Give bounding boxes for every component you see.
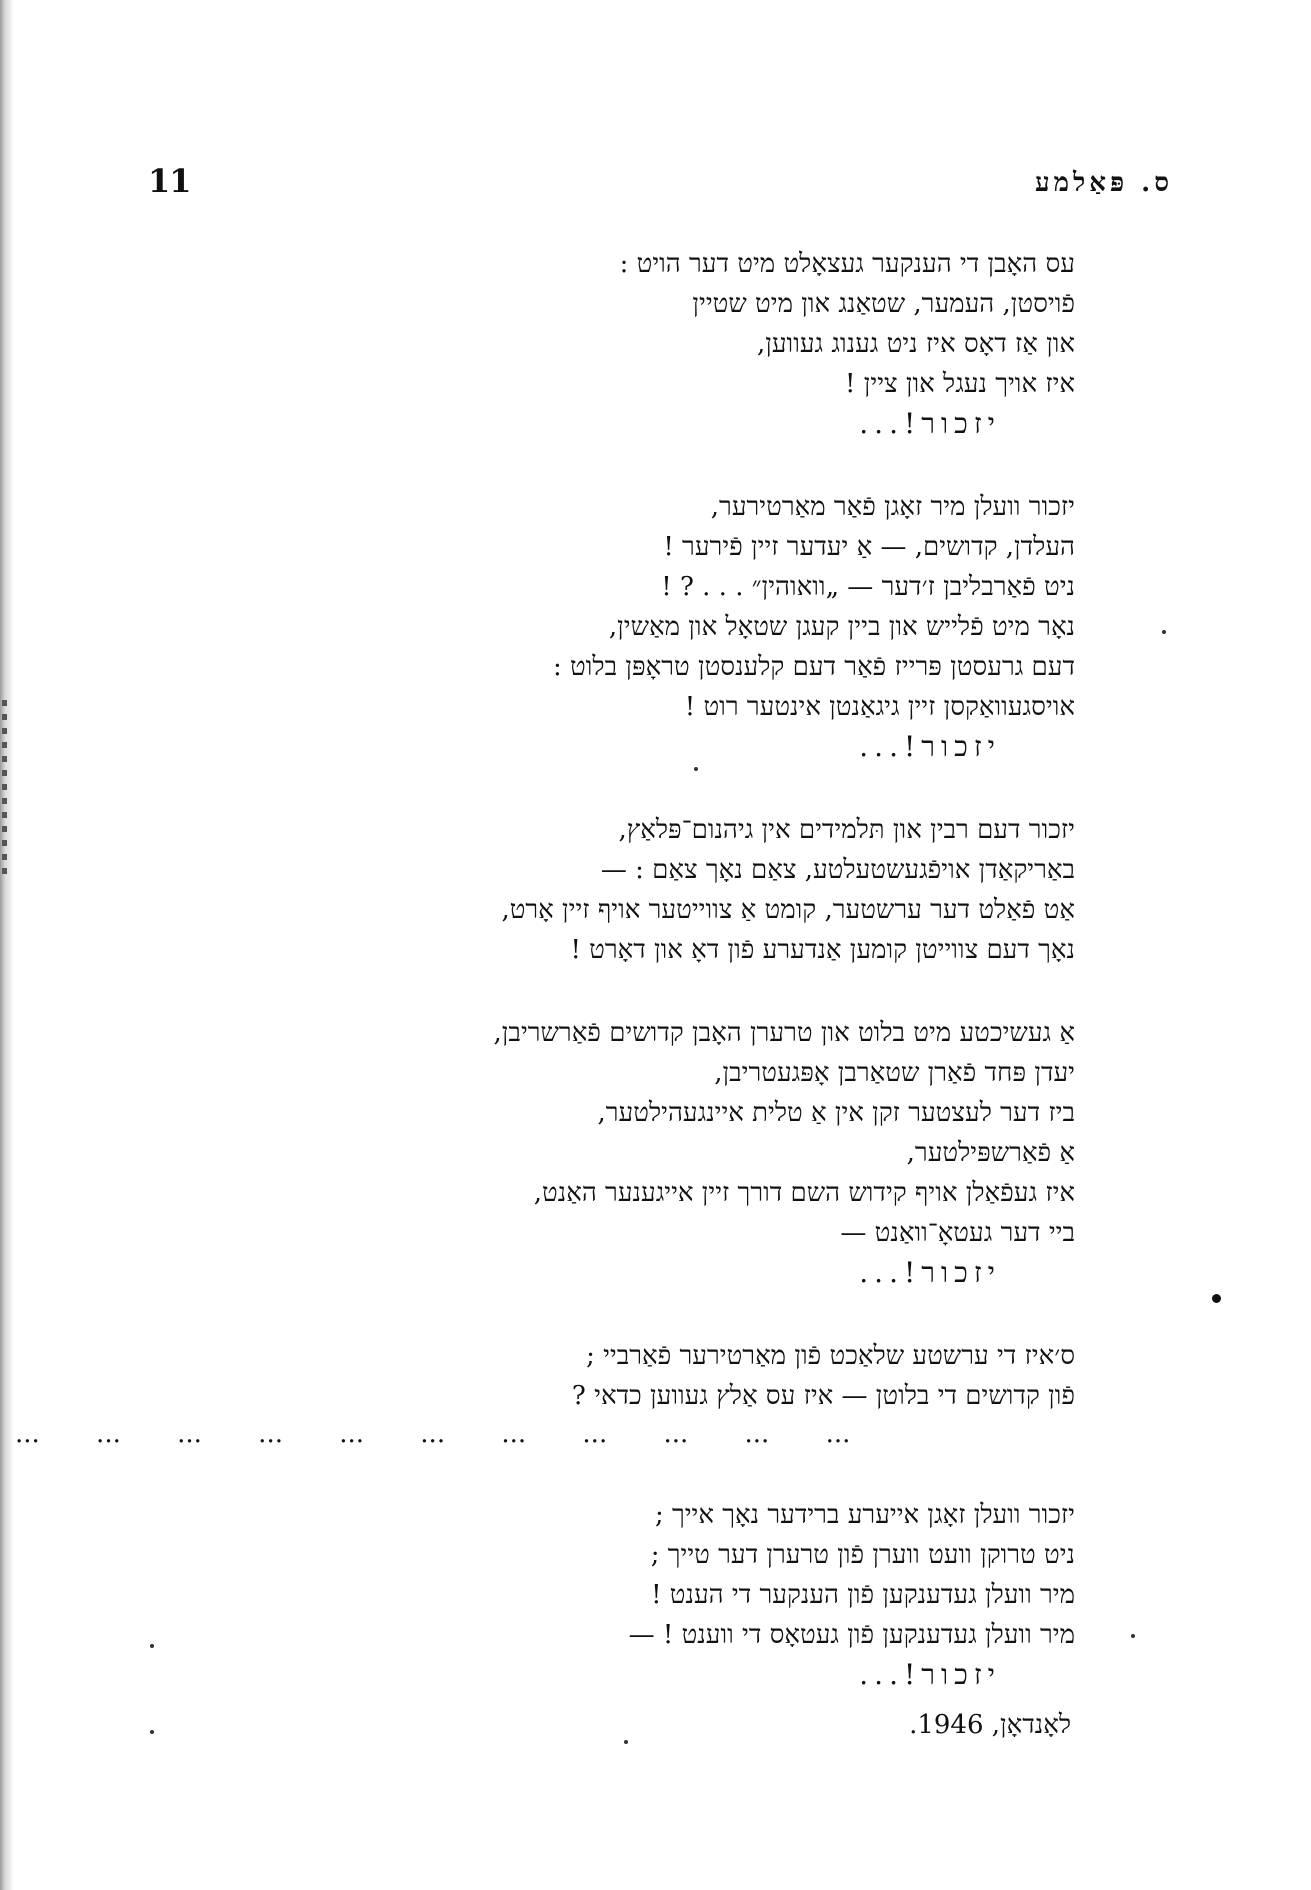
ink-speck <box>150 1644 154 1648</box>
ink-speck <box>150 1730 154 1734</box>
stanza-3 <box>135 810 1075 970</box>
poem-line: יזכור דעם רבין און תּלמידים אין גיהנום־פּלאַץ, <box>618 815 1075 845</box>
poem-line: איז געפֿאַלן אויף קידוש השם דורך זיין אייגענער האַנט, <box>533 1178 1075 1208</box>
poem-body <box>15 244 1075 1738</box>
poem-line: באַריקאַדן אויפֿגעשטעלטע, צאַם נאָך צאַם : — <box>600 855 1075 885</box>
stanza-1 <box>135 244 1075 444</box>
poem-line: נאָר מיט פֿלייש און ביין קעגן שטאָל און מאַשין, <box>608 612 1075 642</box>
ink-speck <box>624 1740 628 1744</box>
poem-line: און אַז דאָס איז ניט גענוג געווען, <box>756 329 1075 359</box>
ink-speck <box>694 767 698 771</box>
poem-line: איז אויך נעגל און ציין ! <box>845 369 1075 399</box>
ink-speck <box>1162 630 1166 634</box>
poem-line: אַט פֿאַלט דער ערשטער, קומט אַ צווייטער אויף זיין אָרט, <box>501 895 1075 925</box>
poem-line: יעדן פּחד פֿאַרן שטאַרבן אָפּגעטריבן, <box>714 1058 1075 1088</box>
poem-line: אַ געשיכטע מיט בלוט און טרערן האָבן קדושים פֿאַרשריבן, <box>493 1018 1075 1048</box>
poem-line: אַ פֿאַרשפּילטער, <box>906 1138 1075 1168</box>
stanza-6 <box>135 1495 1075 1695</box>
poem-line: אויסגעוואַקסן זיין גיגאַנטן אינטער רוט ! <box>684 692 1075 722</box>
poem-line: דעם גרעסטן פּרייז פֿאַר דעם קלענסטן טראָפּן בלוט : <box>553 652 1075 682</box>
poem-line: פֿון קדושים די בלוטן — איז עס אַלץ געווען כדאי ? <box>571 1381 1075 1411</box>
stanza-2 <box>135 487 1075 767</box>
stanza-4 <box>135 1013 1075 1293</box>
binding-marks <box>2 700 7 880</box>
poem-line: עס האָבן די הענקער געצאָלט מיט דער הויט : <box>619 249 1075 279</box>
poem-line: ניט פֿאַרבליבן ז׳דער — „וואוהין״ . . . ? ! <box>661 572 1075 602</box>
poem-line: העלדן, קדושים, — אַ יעדער זיין פֿירער ! <box>663 532 1075 562</box>
poem-line: ביז דער לעצטער זקן אין אַ טלית איינגעהילטער, <box>597 1098 1075 1128</box>
refrain-yizkor: יזכור!... <box>859 1256 1001 1289</box>
poem-line: מיר וועלן געדענקען פֿון געטאָס די ווענט ! — <box>628 1620 1075 1650</box>
poem-line: נאָך דעם צווייטן קומען אַנדערע פֿון דאָ און דאָרט ! <box>570 935 1075 965</box>
poem-line: יזכור וועלן זאָגן אייערע ברידער נאָך אייך ; <box>654 1500 1075 1530</box>
ellipsis-row: ... ... ... ... ... ... ... ... ... ... ... <box>15 1419 851 1449</box>
poem-line: פֿויסטן, העמער, שטאַנג און מיט שטיין <box>692 289 1075 319</box>
poem-line: יזכור וועלן מיר זאָגן פֿאַר מאַרטירער, <box>710 492 1075 522</box>
stanza-5 <box>15 1336 1075 1452</box>
refrain-yizkor: יזכור!... <box>859 1658 1001 1691</box>
dateline: לאָנדאָן, 1946. <box>909 1710 1071 1740</box>
ink-speck <box>1212 1294 1221 1303</box>
page-number: 11 <box>148 162 191 200</box>
refrain-yizkor: יזכור!... <box>859 730 1001 763</box>
ink-speck <box>1131 1634 1135 1638</box>
poem-line: ניט טרוקן וועט ווערן פֿון טרערן דער טייך ; <box>650 1540 1075 1570</box>
page-left-edge <box>0 0 14 1890</box>
poem-line: ביי דער געטאָ־וואַנט — <box>840 1218 1075 1248</box>
running-head: ס. פּאַלמע <box>1034 168 1173 198</box>
poem-line: ס׳איז די ערשטע שלאַכט פֿון מאַרטירער פֿאַרביי ; <box>586 1341 1075 1371</box>
refrain-yizkor: יזכור!... <box>859 407 1001 440</box>
poem-line: מיר וועלן געדענקען פֿון הענקער די הענט ! <box>651 1580 1075 1610</box>
